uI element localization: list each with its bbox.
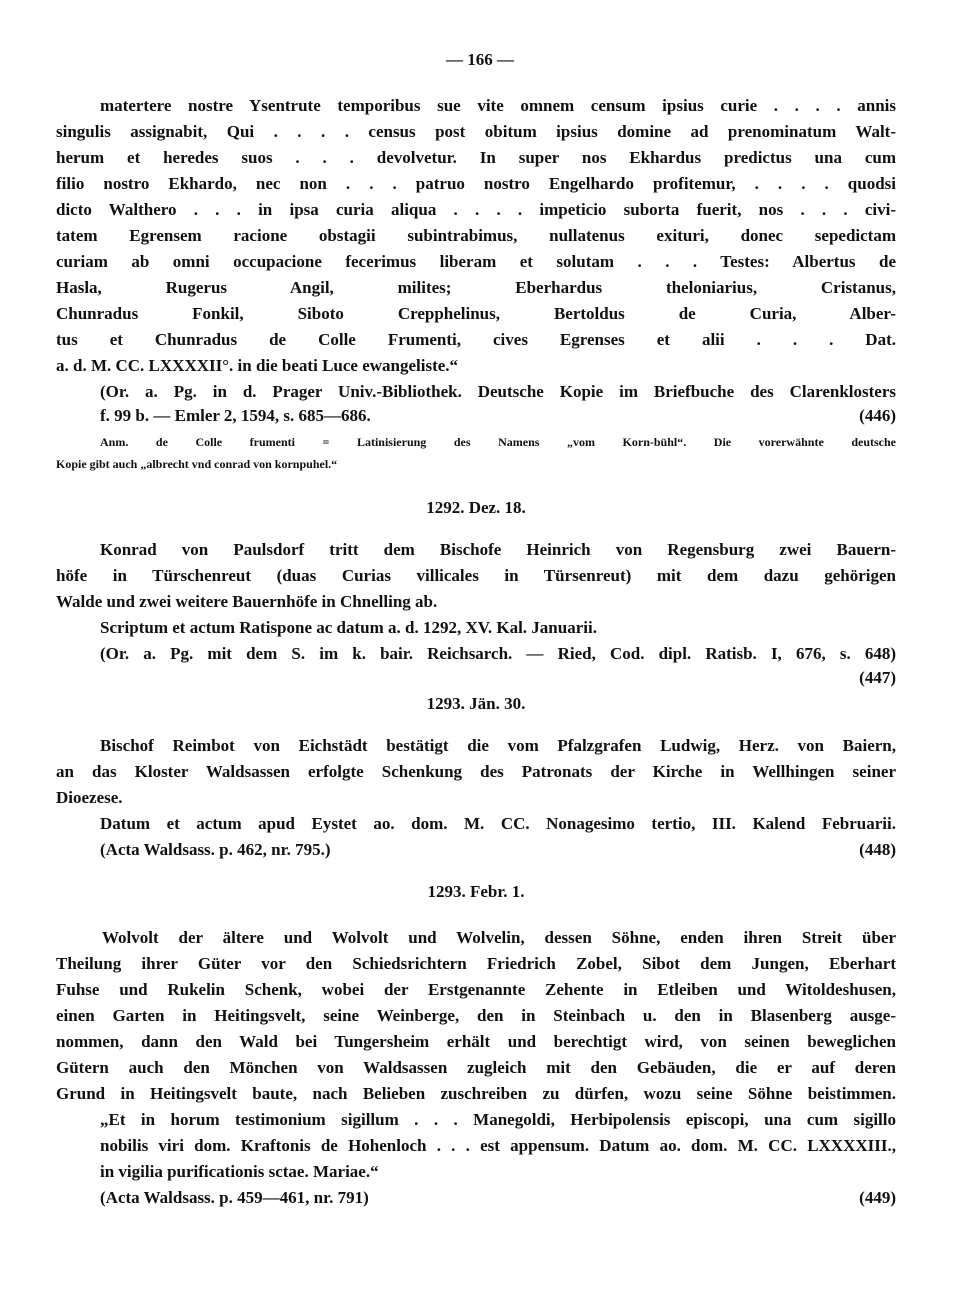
summary-line: Gütern auch den Mönchen von Waldsassen zugleich mit den Gebäuden, die er auf deren: [56, 1058, 896, 1077]
summary-line: an das Kloster Waldsassen erfolgte Schenkung des Patronats der Kirche in Wellhingen seiner: [56, 762, 896, 781]
summary-line: nommen, dann den Wald bei Tungersheim erhält und berechtigt wird, von seinen beweglichen: [56, 1032, 896, 1051]
text-line: filio nostro Ekhardo, nec non . . . patruo nostro Engelhardo profitemur, . . . . quodsi: [56, 174, 896, 193]
source-text: (Acta Waldsass. p. 462, nr. 795.): [100, 840, 331, 859]
summary-line: Fuhse und Rukelin Schenk, wobei der Erstgenannte Zehente in Etleiben und Witoldeshusen,: [56, 980, 896, 999]
text-line: dicto Walthero . . . in ipsa curia aliqua . . . . impeticio suborta fuerit, nos . . . civi-: [56, 200, 896, 219]
text-line: a. d. M. CC. LXXXXII°. in die beati Luce ewangeliste.“: [56, 356, 459, 375]
text-line: herum et heredes suos . . . devolvetur. In super nos Ekhardus predictus una cum: [56, 148, 896, 167]
document-number: (448): [859, 840, 896, 859]
document-text: nobilis viri dom. Kraftonis de Hohenloch . . . est appensum. Datum ao. dom. M. CC. LXXXXIII.,: [100, 1136, 896, 1155]
source-line: [100, 838, 896, 862]
text-line: curiam ab omni occupacione fecerimus liberam et solutam . . . Testes: Albertus de: [56, 252, 896, 271]
document-text: Scriptum et actum Ratispone ac datum a. d. 1292, XV. Kal. Januarii.: [100, 618, 597, 637]
summary-line: Theilung ihrer Güter vor den Schiedsrichtern Friedrich Zobel, Sibot dem Jungen, Eberhart: [56, 954, 896, 973]
document-text: Datum et actum apud Eystet ao. dom. M. CC. Nonagesimo tertio, III. Kalend Februarii.: [100, 814, 896, 833]
page-number: — 166 —: [446, 50, 514, 69]
text-line: Hasla, Rugerus Angil, milites; Eberhardus theloniarius, Cristanus,: [56, 278, 896, 297]
document-text: „Et in horum testimonium sigillum . . . Manegoldi, Herbipolensis episcopi, una cum sigillo: [100, 1110, 896, 1129]
document-text: in vigilia purificationis sctae. Mariae.“: [100, 1162, 379, 1181]
text-line: tatem Egrensem racione obstagii subintrabimus, nullatenus exituri, donec sepedictam: [56, 226, 896, 245]
document-number: (446): [859, 406, 896, 425]
source-line: (Or. a. Pg. in d. Prager Univ.-Bibliothek. Deutsche Kopie im Briefbuche des Clarenklosters: [100, 382, 896, 401]
summary-line: höfe in Türschenreut (duas Curias villicales in Türsenreut) mit dem dazu gehörigen: [56, 566, 896, 585]
annotation-line: Kopie gibt auch „albrecht vnd conrad von kornpuhel.“: [56, 457, 338, 471]
text-line: matertere nostre Ysentrute temporibus sue vite omnem censum ipsius curie . . . . annis: [100, 96, 896, 115]
summary-line: Dioezese.: [56, 788, 123, 807]
source-text: (Acta Waldsass. p. 459—461, nr. 791): [100, 1188, 369, 1207]
source-text: f. 99 b. — Emler 2, 1594, s. 685—686.: [100, 406, 371, 425]
summary-line: Konrad von Paulsdorf tritt dem Bischofe Heinrich von Regensburg zwei Bauern-: [100, 540, 896, 559]
summary-line: einen Garten in Heitingsvelt, seine Weinberge, den in Steinbach u. den in Blasenberg ausge-: [56, 1006, 896, 1025]
summary-line: Grund in Heitingsvelt baute, nach Belieben zuschreiben zu dürfen, wozu seine Söhne beistimmen.: [56, 1084, 896, 1103]
source-line: [100, 404, 896, 428]
text-line: tus et Chunradus de Colle Frumenti, cives Egrenses et alii . . . Dat.: [56, 330, 896, 349]
annotation-line: Anm. de Colle frumenti = Latinisierung des Namens „vom Korn-bühl“. Die vorerwähnte deutsche: [100, 435, 896, 449]
summary-line: Wolvolt der ältere und Wolvolt und Wolvelin, dessen Söhne, enden ihren Streit über: [102, 928, 896, 947]
document-date: 1292. Dez. 18.: [426, 498, 526, 517]
summary-line: Walde und zwei weitere Bauernhöfe in Chnelling ab.: [56, 592, 438, 611]
text-line: Chunradus Fonkil, Siboto Crepphelinus, Bertoldus de Curia, Alber-: [56, 304, 896, 323]
summary-line: Bischof Reimbot von Eichstädt bestätigt die vom Pfalzgrafen Ludwig, Herz. von Baiern,: [100, 736, 896, 755]
document-date: 1293. Jän. 30.: [426, 694, 526, 713]
document-number: (449): [859, 1188, 896, 1207]
text-line: singulis assignabit, Qui . . . . census post obitum ipsius domine ad prenominatum Walt-: [56, 122, 896, 141]
document-number: (447): [859, 668, 896, 687]
source-line: (Or. a. Pg. mit dem S. im k. bair. Reichsarch. — Ried, Cod. dipl. Ratisb. I, 676, s. 648): [100, 644, 896, 663]
source-line: [100, 1186, 896, 1210]
document-date: 1293. Febr. 1.: [427, 882, 525, 901]
